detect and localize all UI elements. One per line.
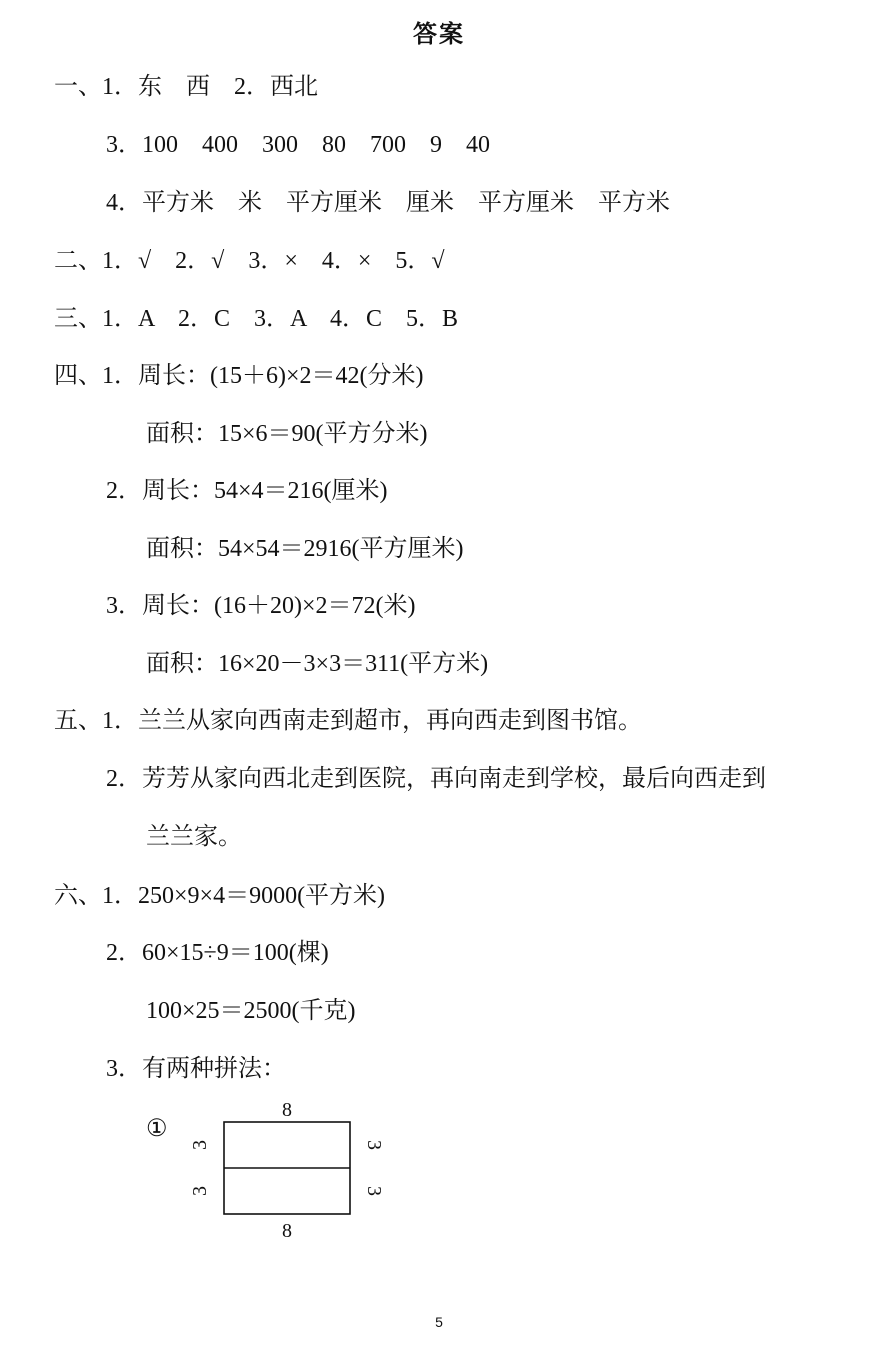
left-upper-label: 3 bbox=[189, 1140, 211, 1150]
rectangle-arrangement-figure bbox=[140, 1094, 400, 1244]
answer-line: 一、1．东 西 2．西北 bbox=[54, 74, 318, 100]
answer-line: 4．平方米 米 平方厘米 厘米 平方厘米 平方米 bbox=[106, 190, 670, 216]
answer-line: 三、1．A 2．C 3．A 4．C 5．B bbox=[54, 306, 459, 332]
top-length-label: 8 bbox=[282, 1099, 292, 1121]
answer-line: 兰兰家。 bbox=[146, 824, 242, 850]
answer-line: 3．100 400 300 80 700 9 40 bbox=[106, 132, 490, 158]
left-lower-label: 3 bbox=[189, 1186, 211, 1196]
right-lower-label: 3 bbox=[363, 1186, 385, 1196]
answer-line: 面积：15×6＝90(平方分米) bbox=[146, 421, 428, 447]
rectangle-diagram bbox=[140, 1094, 400, 1244]
bottom-length-label: 8 bbox=[282, 1220, 292, 1242]
answer-line: 面积：54×54＝2916(平方厘米) bbox=[146, 536, 464, 562]
answer-line: 四、1．周长：(15＋6)×2＝42(分米) bbox=[54, 363, 424, 389]
answer-line: 100×25＝2500(千克) bbox=[146, 998, 356, 1024]
answer-line: 二、1．√ 2．√ 3．× 4．× 5．√ bbox=[54, 248, 445, 274]
page-number: 5 bbox=[435, 1314, 443, 1330]
answer-line: 2．60×15÷9＝100(棵) bbox=[106, 940, 329, 966]
page-title: 答案 bbox=[413, 20, 465, 48]
answer-line: 面积：16×20－3×3＝311(平方米) bbox=[146, 651, 489, 677]
answer-line: 六、1．250×9×4＝9000(平方米) bbox=[54, 883, 386, 909]
answer-line: 五、1．兰兰从家向西南走到超市，再向西走到图书馆。 bbox=[54, 708, 642, 734]
figure-marker: ① bbox=[146, 1116, 168, 1142]
answer-line: 2．周长：54×4＝216(厘米) bbox=[106, 478, 388, 504]
answer-line: 3．有两种拼法： bbox=[106, 1056, 286, 1082]
right-upper-label: 3 bbox=[363, 1140, 385, 1150]
answer-line: 3．周长：(16＋20)×2＝72(米) bbox=[106, 593, 416, 619]
answer-line: 2．芳芳从家向西北走到医院，再向南走到学校，最后向西走到 bbox=[106, 766, 766, 792]
